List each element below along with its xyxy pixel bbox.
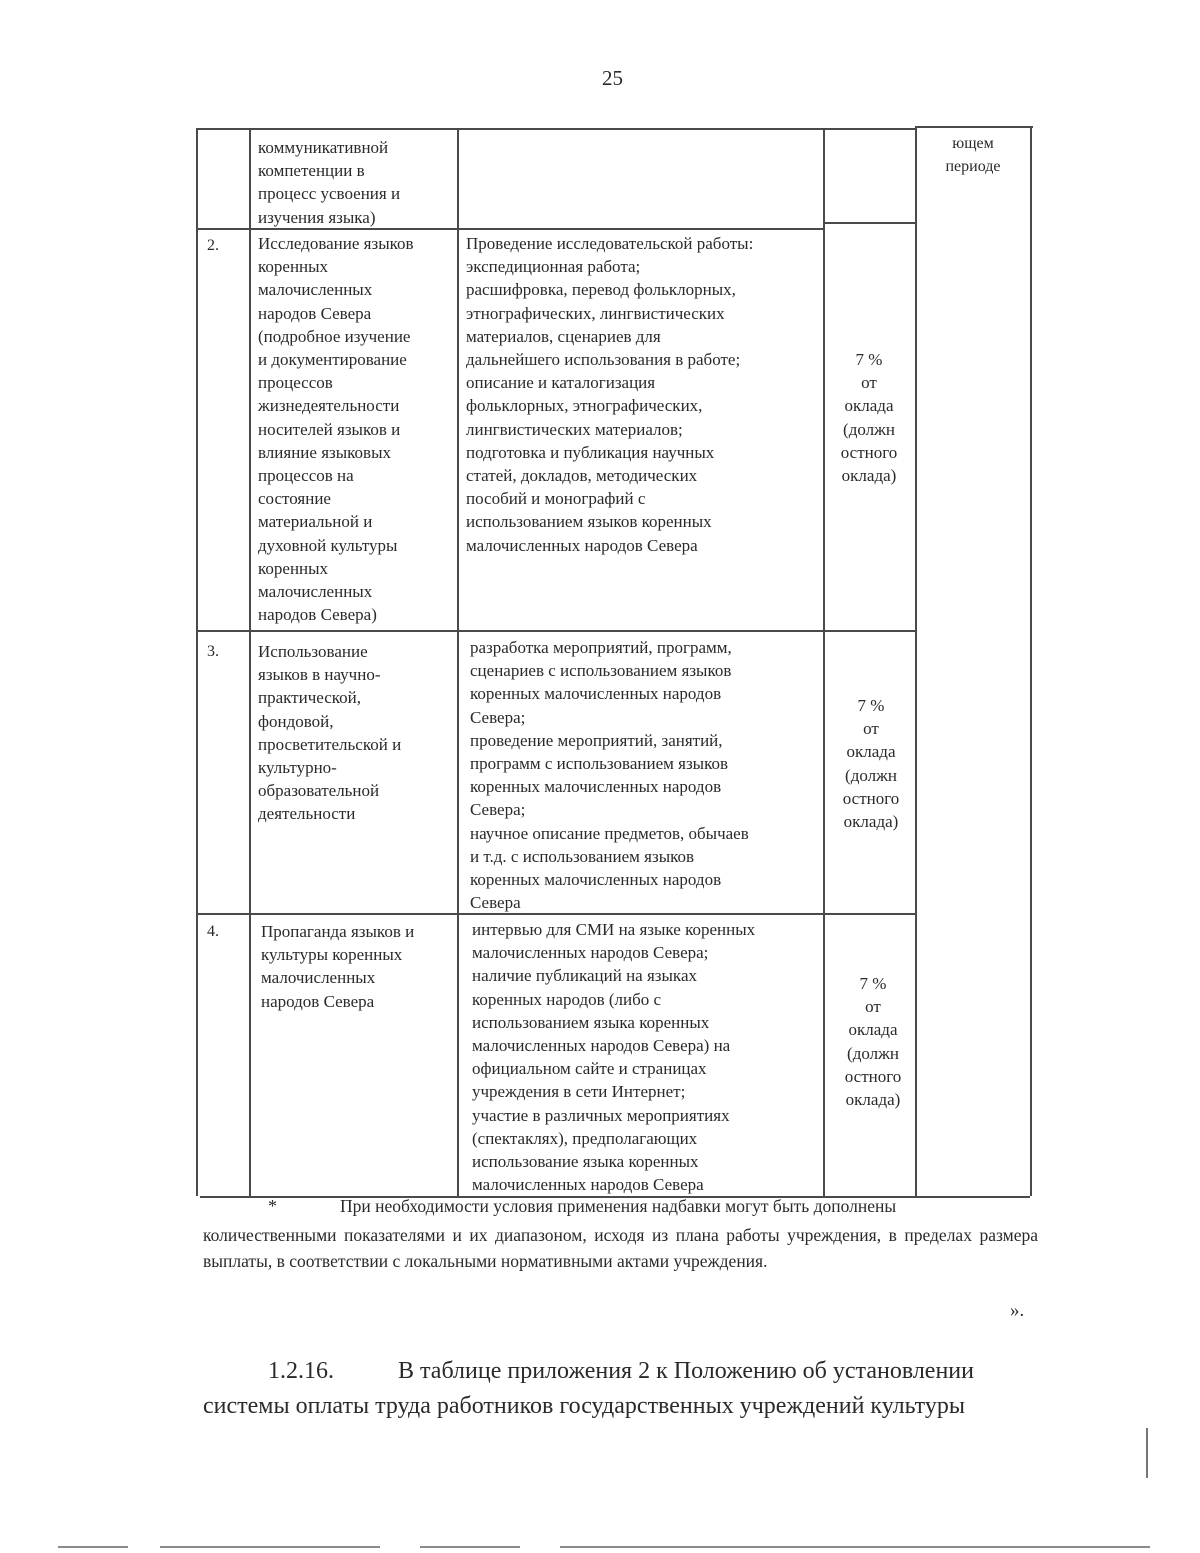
column-divider xyxy=(249,128,251,1196)
continuation-description: коммуникативной компетенции в процесс усвоения и изучения языка) xyxy=(258,138,401,227)
scan-edge-line xyxy=(58,1546,128,1548)
table-right-border xyxy=(1030,126,1032,1196)
footnote-text: количественными показателями и их диапазоном, исходя из плана работы учреждения, в пределах размера выплаты, в соответствии с локальными нормативными актами учреждения. xyxy=(203,1225,1038,1271)
row-amount: 7 % от оклада (должн остного оклада) xyxy=(840,350,898,486)
row-conditions: Проведение исследовательской работы: экспедиционная работа; расшифровка, перевод фольклорных, этнографических, лингвистических материалов, сценариев для дальнейшего использования в работе; описание и каталогизация фольклорных, этнографических, лингвистических материалов; подготовка и публикация научных статей, докладов, методических пособий и монографий с использованием языков коренных малочисленных народов Севера xyxy=(466,234,754,555)
table-left-border xyxy=(196,128,198,1196)
row-amount: 7 % от оклада (должн остного оклада) xyxy=(842,696,900,832)
footnote-marker: * xyxy=(268,1196,277,1216)
row-criterion: Использование языков в научно- практической, фондовой, просветительской и культурно- образовательной деятельности xyxy=(258,642,402,824)
paragraph-number: 1.2.16. xyxy=(268,1358,334,1384)
footnote-first-line: При необходимости условия применения надбавки могут быть дополнены xyxy=(340,1196,897,1216)
row-divider xyxy=(823,222,915,224)
row-amount: 7 % от оклада (должн остного оклада) xyxy=(844,974,902,1110)
row-criterion: Исследование языков коренных малочисленных народов Севера (подробное изучение и документирование процессов жизнедеятельности носителей языков и влияние языковых процессов на состояние материальной и духовной культуры коренных малочисленных народов Севера) xyxy=(258,234,414,625)
page-number: 25 xyxy=(602,66,623,90)
scan-margin-mark xyxy=(1146,1428,1148,1478)
scan-edge-line xyxy=(560,1546,1150,1548)
continuation-period: ющем периоде xyxy=(945,135,1001,176)
closing-quote: ». xyxy=(1010,1300,1025,1321)
column-divider xyxy=(823,128,825,1196)
row-conditions: интервью для СМИ на языке коренных малочисленных народов Севера; наличие публикаций на языках коренных народов (либо с использованием языка коренных малочисленных народов Севера) на официальном сайте и страницах учреждения в сети Интернет; участие в различных мероприятиях (спектаклях), предполагающих использование языка коренных малочисленных народов Севера xyxy=(472,920,756,1195)
scan-edge-line xyxy=(420,1546,520,1548)
row-number: 4. xyxy=(207,923,219,940)
paragraph-text: системы оплаты труда работников государственных учреждений культуры xyxy=(203,1393,965,1419)
scan-edge-line xyxy=(160,1546,380,1548)
row-conditions: разработка мероприятий, программ, сценариев с использованием языков коренных малочисленных народов Севера; проведение мероприятий, занятий, программ с использованием языков коренных малочисленных народов Севера; научное описание предметов, обычаев и т.д. с использованием языков коренных малочисленных народов Севера xyxy=(470,638,749,913)
table-top-border-right xyxy=(915,126,1033,128)
row-divider xyxy=(196,630,915,632)
table-top-border xyxy=(196,128,915,130)
row-criterion: Пропаганда языков и культуры коренных малочисленных народов Севера xyxy=(261,922,415,1011)
row-number: 3. xyxy=(207,643,219,660)
paragraph-first-line: В таблице приложения 2 к Положению об установлении xyxy=(398,1358,974,1384)
row-number: 2. xyxy=(207,237,219,254)
column-divider xyxy=(457,128,459,1196)
